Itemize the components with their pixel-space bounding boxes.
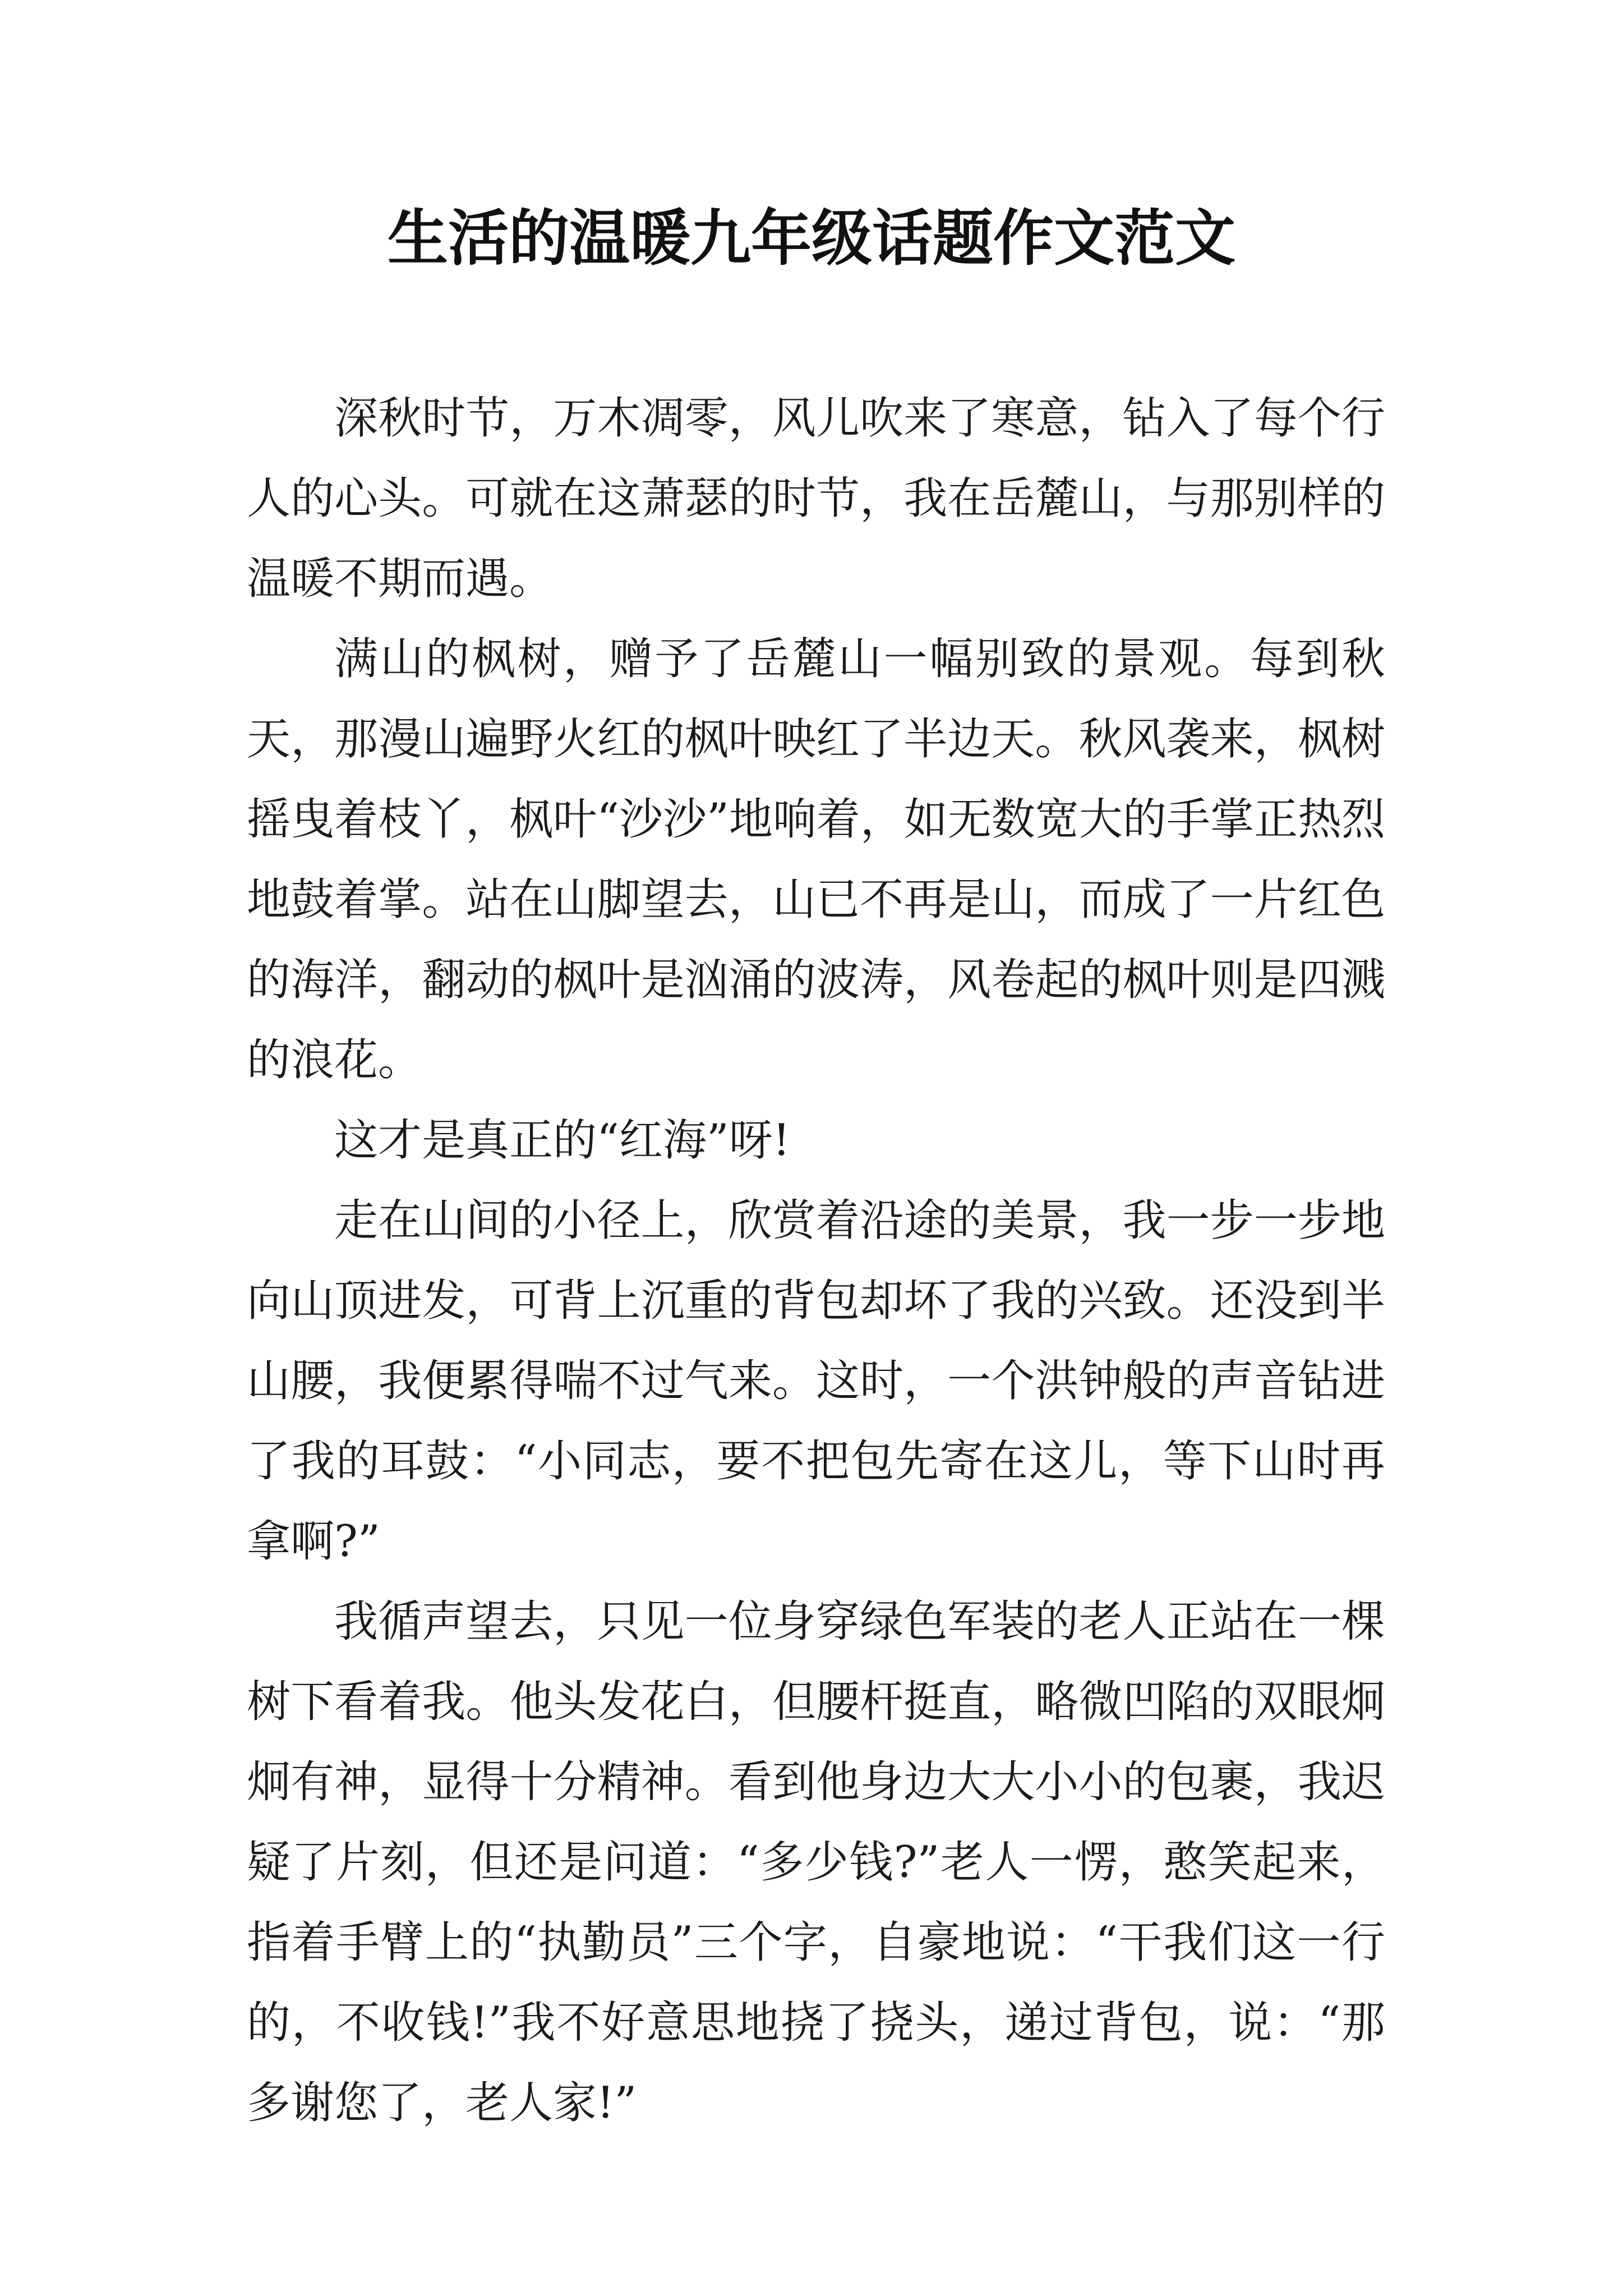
document-body [247,379,1385,2143]
paragraph: 这才是真正的“红海”呀! [334,1115,791,1166]
paragraph: 满山的枫树，赠予了岳麓山一幅别致的景观。每到秋天，那漫山遍野火红的枫叶映红了半边天。秋风袭来，枫树摇曳着枝丫，枫叶“沙沙”地响着，如无数宽大的手掌正热烈地鼓着掌。站在山脚望去，山已不再是山，而成了一片红色的海洋，翻动的枫叶是汹涌的波涛，风卷起的枫叶则是四溅的浪花。 [247,634,1385,1085]
paragraph: 走在山间的小径上，欣赏着沿途的美景，我一步一步地向山顶进发，可背上沉重的背包却坏了我的兴致。还没到半山腰，我便累得喘不过气来。这时，一个洪钟般的声音钻进了我的耳鼓：“小同志，要不把包先寄在这儿，等下山时再拿啊?” [247,1195,1385,1567]
paragraph: 深秋时节，万木凋零，风儿吹来了寒意，钻入了每个行人的心头。可就在这萧瑟的时节，我在岳麓山，与那别样的温暖不期而遇。 [247,393,1385,604]
document-title: 生活的温暖九年级话题作文范文 [387,203,1235,274]
paragraph: 我循声望去，只见一位身穿绿色军装的老人正站在一棵树下看着我。他头发花白，但腰杆挺直，略微凹陷的双眼炯炯有神，显得十分精神。看到他身边大大小小的包裹，我迟疑了片刻，但还是问道：“多少钱?”老人一愣，憨笑起来，指着手臂上的“执勤员”三个字，自豪地说：“干我们这一行的，不收钱!”我不好意思地挠了挠头，递过背包，说：“那多谢您了，老人家!” [247,1596,1385,2128]
